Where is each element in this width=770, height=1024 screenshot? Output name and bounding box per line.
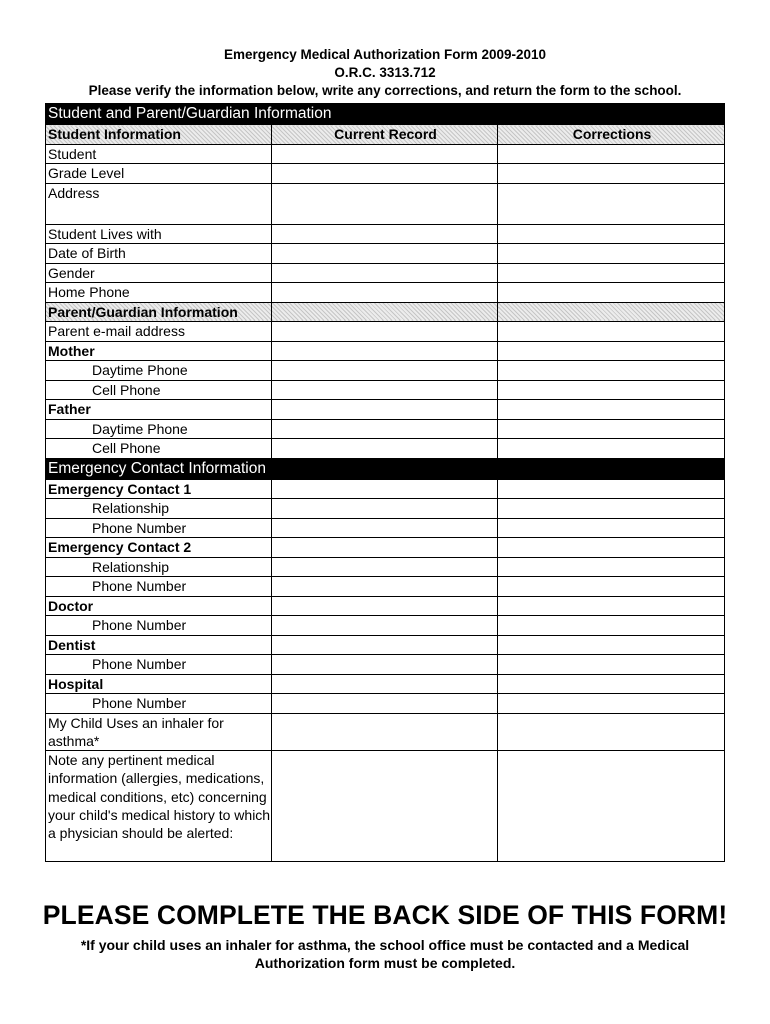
- corrections-cell[interactable]: [498, 655, 725, 675]
- row-label-ec1-phone: Phone Number: [46, 518, 272, 538]
- row-label-lives-with: Student Lives with: [46, 224, 272, 244]
- row-label-inhaler: My Child Uses an inhaler for asthma*: [46, 713, 272, 751]
- corrections-cell[interactable]: [498, 635, 725, 655]
- column-corrections: Corrections: [498, 125, 725, 145]
- current-record-cell: [272, 400, 498, 420]
- row-label-address: Address: [46, 183, 272, 224]
- corrections-cell[interactable]: [498, 419, 725, 439]
- current-record-cell: [272, 518, 498, 538]
- corrections-cell[interactable]: [498, 183, 725, 224]
- row-label-mother-daytime-phone: Daytime Phone: [46, 361, 272, 381]
- row-label-doctor-phone: Phone Number: [46, 616, 272, 636]
- row-label-mother: Mother: [46, 341, 272, 361]
- row-label-hospital: Hospital: [46, 674, 272, 694]
- current-record-cell: [272, 341, 498, 361]
- current-record-cell: [272, 183, 498, 224]
- subheader-parent-guardian: Parent/Guardian Information: [46, 302, 272, 322]
- current-record-cell: [272, 380, 498, 400]
- row-label-mother-cell-phone: Cell Phone: [46, 380, 272, 400]
- current-record-cell: [272, 419, 498, 439]
- column-student-information: Student Information: [46, 125, 272, 145]
- corrections-cell[interactable]: [498, 341, 725, 361]
- corrections-cell[interactable]: [498, 518, 725, 538]
- form-title: Emergency Medical Authorization Form 2009-2010: [223, 47, 547, 62]
- row-label-dentist: Dentist: [46, 635, 272, 655]
- corrections-cell[interactable]: [498, 557, 725, 577]
- current-record-cell: [272, 164, 498, 184]
- corrections-cell[interactable]: [498, 596, 725, 616]
- corrections-cell[interactable]: [498, 439, 725, 459]
- current-record-cell: [272, 224, 498, 244]
- corrections-cell[interactable]: [498, 577, 725, 597]
- current-record-cell: [272, 439, 498, 459]
- row-label-ec2-phone: Phone Number: [46, 577, 272, 597]
- row-label-parent-email: Parent e-mail address: [46, 322, 272, 342]
- corrections-cell[interactable]: [498, 361, 725, 381]
- corrections-cell[interactable]: [498, 713, 725, 751]
- corrections-cell[interactable]: [498, 694, 725, 714]
- column-current-record: Current Record: [272, 125, 498, 145]
- row-label-hospital-phone: Phone Number: [46, 694, 272, 714]
- row-label-student: Student: [46, 144, 272, 164]
- corrections-cell[interactable]: [498, 538, 725, 558]
- current-record-cell: [272, 635, 498, 655]
- corrections-cell[interactable]: [498, 164, 725, 184]
- corrections-cell[interactable]: [498, 263, 725, 283]
- corrections-cell[interactable]: [498, 322, 725, 342]
- back-side-notice: PLEASE COMPLETE THE BACK SIDE OF THIS FORM!: [42, 900, 728, 930]
- row-label-ec1-relationship: Relationship: [46, 499, 272, 519]
- current-record-cell: [272, 538, 498, 558]
- row-label-medical-note: Note any pertinent medical information (allergies, medications, medical conditions, etc) concerning your child's medical history to which a physician should be alerted:: [46, 751, 272, 862]
- corrections-cell[interactable]: [498, 244, 725, 264]
- current-record-cell: [272, 674, 498, 694]
- current-record-cell: [272, 361, 498, 381]
- row-label-father-cell-phone: Cell Phone: [46, 439, 272, 459]
- current-record-cell: [272, 577, 498, 597]
- corrections-cell[interactable]: [498, 674, 725, 694]
- row-label-dentist-phone: Phone Number: [46, 655, 272, 675]
- current-record-cell: [272, 616, 498, 636]
- current-record-cell: [272, 263, 498, 283]
- row-label-dob: Date of Birth: [46, 244, 272, 264]
- corrections-cell[interactable]: [498, 479, 725, 499]
- current-record-cell: [272, 655, 498, 675]
- corrections-cell[interactable]: [498, 144, 725, 164]
- corrections-cell[interactable]: [498, 224, 725, 244]
- form-code: O.R.C. 3313.712: [334, 65, 436, 80]
- row-label-emergency-contact-1: Emergency Contact 1: [46, 479, 272, 499]
- corrections-cell[interactable]: [498, 380, 725, 400]
- row-label-gender: Gender: [46, 263, 272, 283]
- current-record-cell: [272, 557, 498, 577]
- row-label-home-phone: Home Phone: [46, 283, 272, 303]
- current-record-cell: [272, 244, 498, 264]
- current-record-cell: [272, 479, 498, 499]
- subheader-blank: [272, 302, 498, 322]
- corrections-cell[interactable]: [498, 283, 725, 303]
- current-record-cell: [272, 144, 498, 164]
- current-record-cell: [272, 596, 498, 616]
- section-student-parent: Student and Parent/Guardian Information: [46, 104, 725, 125]
- row-label-father-daytime-phone: Daytime Phone: [46, 419, 272, 439]
- current-record-cell: [272, 322, 498, 342]
- form-header: [0, 46, 770, 100]
- row-label-father: Father: [46, 400, 272, 420]
- current-record-cell: [272, 751, 498, 862]
- corrections-cell[interactable]: [498, 751, 725, 862]
- current-record-cell: [272, 694, 498, 714]
- current-record-cell: [272, 283, 498, 303]
- row-label-emergency-contact-2: Emergency Contact 2: [46, 538, 272, 558]
- row-label-doctor: Doctor: [46, 596, 272, 616]
- subheader-blank: [498, 302, 725, 322]
- inhaler-footnote: *If your child uses an inhaler for asthma, the school office must be contacted and a Medical Authorization form must be completed.: [80, 937, 690, 971]
- row-label-grade-level: Grade Level: [46, 164, 272, 184]
- form-instruction: Please verify the information below, write any corrections, and return the form to the school.: [88, 83, 682, 98]
- row-label-ec2-relationship: Relationship: [46, 557, 272, 577]
- corrections-cell[interactable]: [498, 400, 725, 420]
- section-emergency-contact: Emergency Contact Information: [46, 458, 725, 479]
- corrections-cell[interactable]: [498, 499, 725, 519]
- authorization-table: [45, 103, 725, 862]
- corrections-cell[interactable]: [498, 616, 725, 636]
- current-record-cell: [272, 713, 498, 751]
- current-record-cell: [272, 499, 498, 519]
